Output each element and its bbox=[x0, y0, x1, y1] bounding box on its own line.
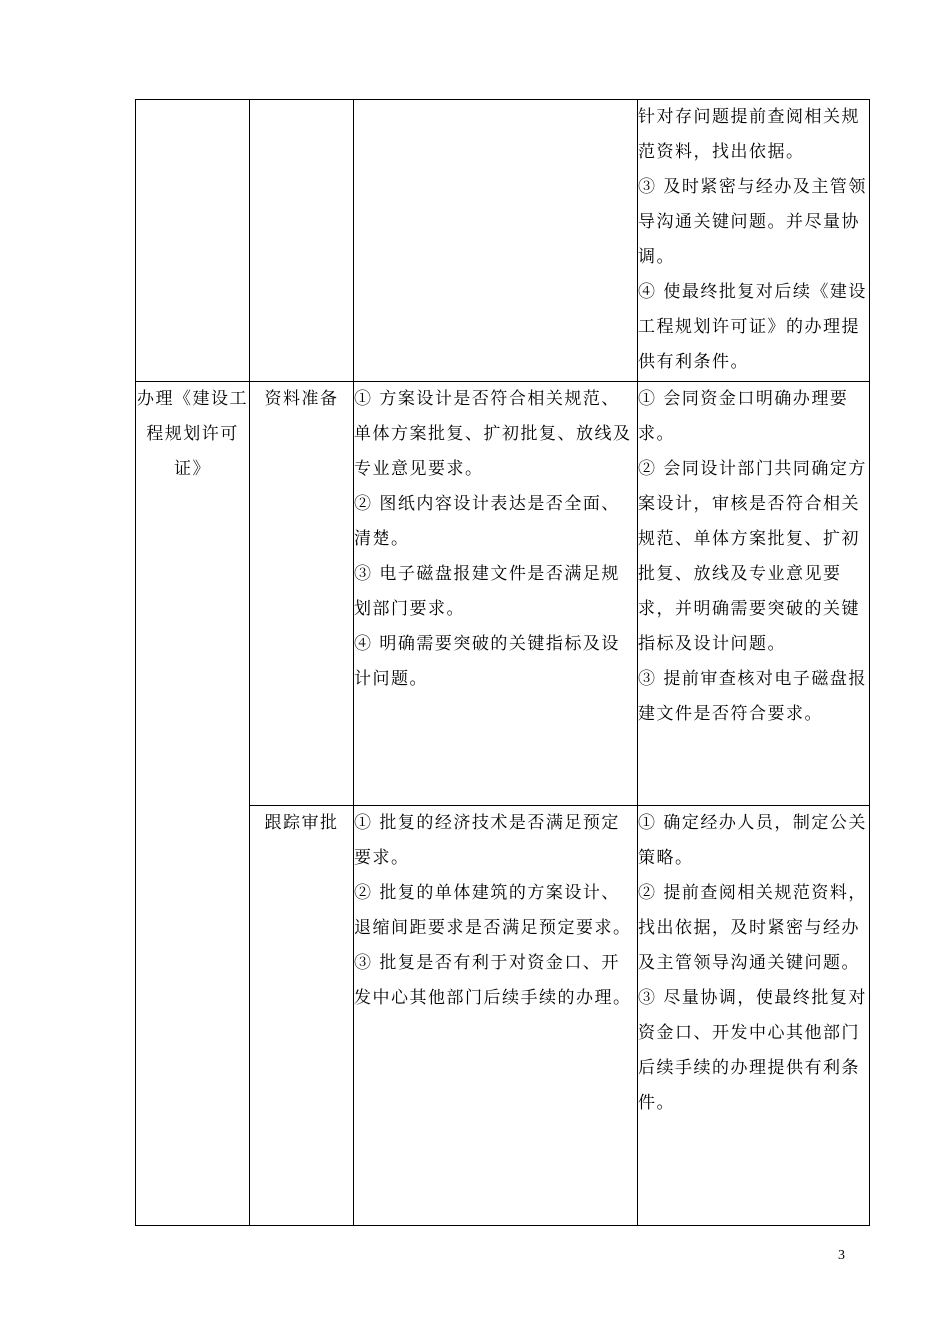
action-item: ② 会同设计部门共同确定方案设计，审核是否符合相关规范、单体方案批复、扩初批复、放线及专业意见要求，并明确需要突破的关键指标及设计问题。 bbox=[638, 459, 867, 654]
content-item: ③ 电子磁盘报建文件是否满足规划部门要求。 bbox=[354, 564, 620, 619]
table-row bbox=[136, 382, 870, 806]
content-item: ① 批复的经济技术是否满足预定要求。 bbox=[354, 813, 620, 868]
content-cell bbox=[354, 100, 638, 382]
action-item: ③ 提前审查核对电子磁盘报建文件是否符合要求。 bbox=[638, 669, 867, 724]
step-cell: 跟踪审批 bbox=[250, 806, 354, 1226]
actions-cell bbox=[638, 100, 870, 382]
content-item: ② 图纸内容设计表达是否全面、清楚。 bbox=[354, 494, 620, 549]
content-item: ① 方案设计是否符合相关规范、单体方案批复、扩初批复、放线及专业意见要求。 bbox=[354, 389, 632, 479]
content-item: ② 批复的单体建筑的方案设计、退缩间距要求是否满足预定要求。 bbox=[354, 883, 632, 938]
process-table bbox=[135, 99, 870, 1226]
action-item: ① 确定经办人员，制定公关策略。 bbox=[638, 813, 867, 868]
actions-cell bbox=[638, 382, 870, 806]
content-item: ③ 批复是否有利于对资金口、开发中心其他部门后续手续的办理。 bbox=[354, 953, 632, 1008]
action-item: 针对存问题提前查阅相关规范资料，找出依据。 bbox=[638, 107, 860, 162]
action-item: ③ 尽量协调，使最终批复对资金口、开发中心其他部门后续手续的办理提供有利条件。 bbox=[638, 988, 867, 1113]
page-number: 3 bbox=[838, 1248, 845, 1263]
step-cell: 资料准备 bbox=[250, 382, 354, 806]
table-row bbox=[136, 100, 870, 382]
content-cell bbox=[354, 806, 638, 1226]
actions-cell bbox=[638, 806, 870, 1226]
step-cell bbox=[250, 100, 354, 382]
action-item: ③ 及时紧密与经办及主管领导沟通关键问题。并尽量协调。 bbox=[638, 177, 867, 267]
action-item: ① 会同资金口明确办理要求。 bbox=[638, 389, 849, 444]
action-item: ② 提前查阅相关规范资料，找出依据，及时紧密与经办及主管领导沟通关键问题。 bbox=[638, 883, 867, 973]
stage-cell: 办理《建设工程规划许可证》 bbox=[136, 382, 250, 1226]
content-cell bbox=[354, 382, 638, 806]
stage-cell bbox=[136, 100, 250, 382]
action-item: ④ 使最终批复对后续《建设工程规划许可证》的办理提供有利条件。 bbox=[638, 282, 867, 372]
content-item: ④ 明确需要突破的关键指标及设计问题。 bbox=[354, 634, 620, 689]
